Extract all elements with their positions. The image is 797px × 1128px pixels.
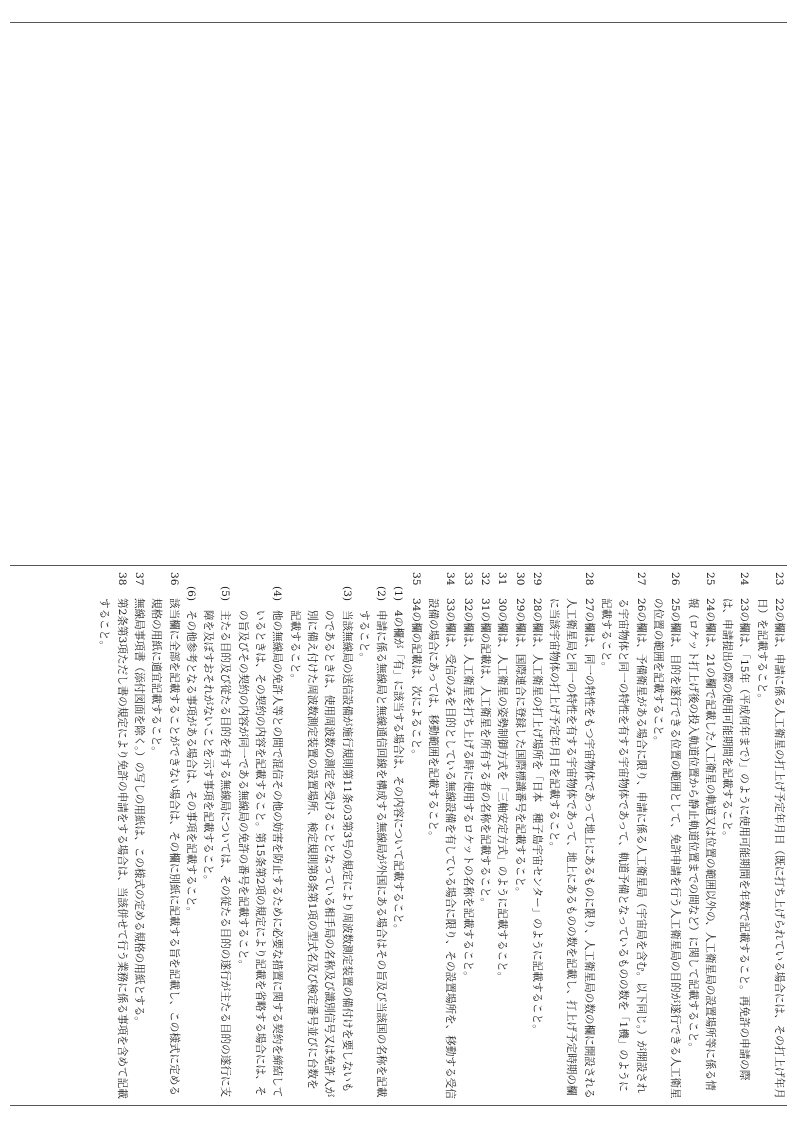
note-item	[545, 572, 597, 1100]
note-item	[147, 572, 182, 1100]
note-text: 30の欄は、人工衛星の姿勢制御方式を「三軸安定方式」のように記載すること。	[496, 598, 509, 983]
note-text: 31の欄の記載は、人工衛星を所有する者の名称を記載すること。	[478, 598, 491, 909]
note-number: 33	[461, 572, 474, 586]
note-text: 33の欄は、受信のみを目的としている無線設備を有している場合に限り、その設置場所を、移動する受信設備の場合にあっては、移動範囲を記載すること。	[427, 598, 457, 1099]
note-text: 該当欄に全部を記載することができない場合は、その欄に別紙に記載する旨を記載し、この様式に定める規格の用紙に適宜記載すること。	[150, 598, 180, 1096]
note-number: 29	[530, 572, 543, 586]
sub-note-item	[199, 572, 234, 1100]
note-number: 24	[738, 572, 751, 586]
note-number: 38	[115, 572, 128, 586]
note-item	[406, 572, 423, 1100]
note-number: 30	[513, 572, 526, 586]
note-item	[510, 572, 527, 1100]
note-text: 26の欄は、予備衛星がある場合に限り、申請に係る人工衛星局（宇宙局を含む。以下同じ。）が開設される宇宙物体と同一の特性を有する宇宙物体であって、軌道予備となっているものの数を「1機」のように記載すること。	[600, 598, 647, 1094]
note-number: (2)	[375, 586, 388, 602]
note-number: (5)	[219, 586, 232, 602]
note-text: 23の欄は、「15年（平成何年まで）」のように使用可能期間を年数で記載すること。再免許の申請の際は、申請提出の際の使用可能期間を記載すること。	[721, 598, 751, 1081]
note-item	[493, 572, 510, 1100]
note-text: 28の欄は、人工衛星の打上げ場所を「日本 種子島宇宙センター」のように記載すること。	[530, 598, 543, 1035]
note-text: 27の欄は、同一の特性をもつ宇宙物体であって地上にあるものに限り、人工衛星局の数の欄に開設される人工衛星局と同一の特性を有する宇宙物体であって、地上にあるものの数を記載し、打上げ予定時期の欄に当該宇宙物体の打上げ予定年月日を記載すること。	[548, 598, 595, 1099]
note-text: 主たる目的及び従たる目的を有する無線局については、その従たる目的の遂行が主たる目的の遂行に支障を及ぼすおそれがないことを示す事項を記載すること。	[202, 610, 232, 1098]
sub-note-item	[355, 572, 390, 1100]
note-number: 28	[582, 572, 595, 586]
sub-note-item	[285, 572, 354, 1100]
note-number: (3)	[340, 586, 353, 602]
note-number: 27	[634, 572, 647, 586]
sub-note-item	[234, 572, 286, 1100]
notes-section	[30, 572, 787, 1100]
note-text: 34の欄の記載は、次によること。	[409, 598, 422, 760]
note-number: (4)	[271, 586, 284, 602]
note-text: 22の欄は、申請に係る人工衛星の打上げ予定年月日（既に打ち上げられている場合には、その打上げ年月日）を記載すること。	[755, 598, 785, 1099]
note-item	[752, 572, 787, 1100]
note-text: 25の欄は、目的を遂行できる位置の範囲として、免許申請を行う人工衛星局の目的が遂行できる人工衛星の位置の範囲を記載すること。	[651, 598, 682, 1099]
note-number: (1)	[392, 586, 405, 602]
note-text: 32の欄は、人工衛星を打ち上げる時に使用するロケットの名称を記載すること。	[461, 598, 474, 982]
note-number: (6)	[184, 586, 197, 602]
note-item	[528, 572, 545, 1100]
note-number: 36	[167, 572, 180, 586]
note-number: 32	[478, 572, 491, 586]
top-rule	[10, 22, 787, 23]
note-number: 25	[703, 572, 716, 586]
note-item	[683, 572, 718, 1100]
note-item	[718, 572, 753, 1100]
note-number: 37	[133, 572, 146, 586]
bottom-rule	[10, 1105, 787, 1106]
sub-note-item	[182, 572, 199, 1100]
sub-note-item	[389, 572, 406, 1100]
note-text: 24の欄は、21の欄で記載した人工衛星の軌道又は位置の範囲以外の、人工衛星局の設置場所等に係る情報（ロケット打上げ後の投入軌道位置から静止軌道位置までの間など）に関して記載すること。	[686, 598, 716, 1091]
note-item	[597, 572, 649, 1100]
note-item	[424, 572, 459, 1100]
note-text: 他の無線局の免許人等との間で混信その他の妨害を防止するために必要な措置に関する契約を締結しているときは、その契約の内容を記載すること。第15条第2項の規定により記載を省略する場合には、その旨及びその契約の内容が同一である無線局の免許の番号を記載すること。	[236, 610, 284, 1098]
note-item	[649, 572, 684, 1100]
middle-rule	[10, 565, 787, 566]
note-text: 当該無線局の送信設備が施行規則第11条の3第3号の規定により周波数測定装置の備付けを要しないものであるときは、使用周波数の測定を受けることとなっている相手局の名称及び識別信号又は免許人が別に備え付けた周波数測定装置の設置場所、検定規則第8条第1項の型式名及び検定番号並びに台数を記載すること。	[288, 610, 353, 1098]
note-number: 35	[409, 572, 422, 586]
note-number: 34	[444, 572, 457, 586]
note-text: 申請に係る無線局と無線通信回線を構成する無線局が外国にある場合はその旨及び当該国の名称を記載すること。	[357, 610, 388, 1098]
notes-list	[30, 572, 787, 1100]
note-number: 31	[496, 572, 509, 586]
note-text: 4の欄が「有」に該当する場合は、その内容について記載すること。	[392, 610, 405, 935]
note-item	[130, 572, 147, 1100]
note-item	[458, 572, 475, 1100]
note-item	[476, 572, 493, 1100]
note-text: 第2条第3項ただし書の規定により免許の申請をする場合は、当該併せて行う業務に係る事項を含めて記載すること。	[98, 598, 128, 1099]
note-text: その他参考となる事項がある場合は、その事項を記載すること。	[184, 610, 197, 918]
note-number: 26	[669, 572, 682, 586]
note-item	[95, 572, 130, 1100]
note-text: 無線局事項書（添付図面を除く。）の写しの用紙は、この様式の定める規格の用紙とする。	[133, 598, 146, 1027]
note-text: 29の欄は、国際連合に登録した国際標識番号を記載すること。	[513, 598, 526, 898]
note-number: 23	[773, 572, 785, 586]
